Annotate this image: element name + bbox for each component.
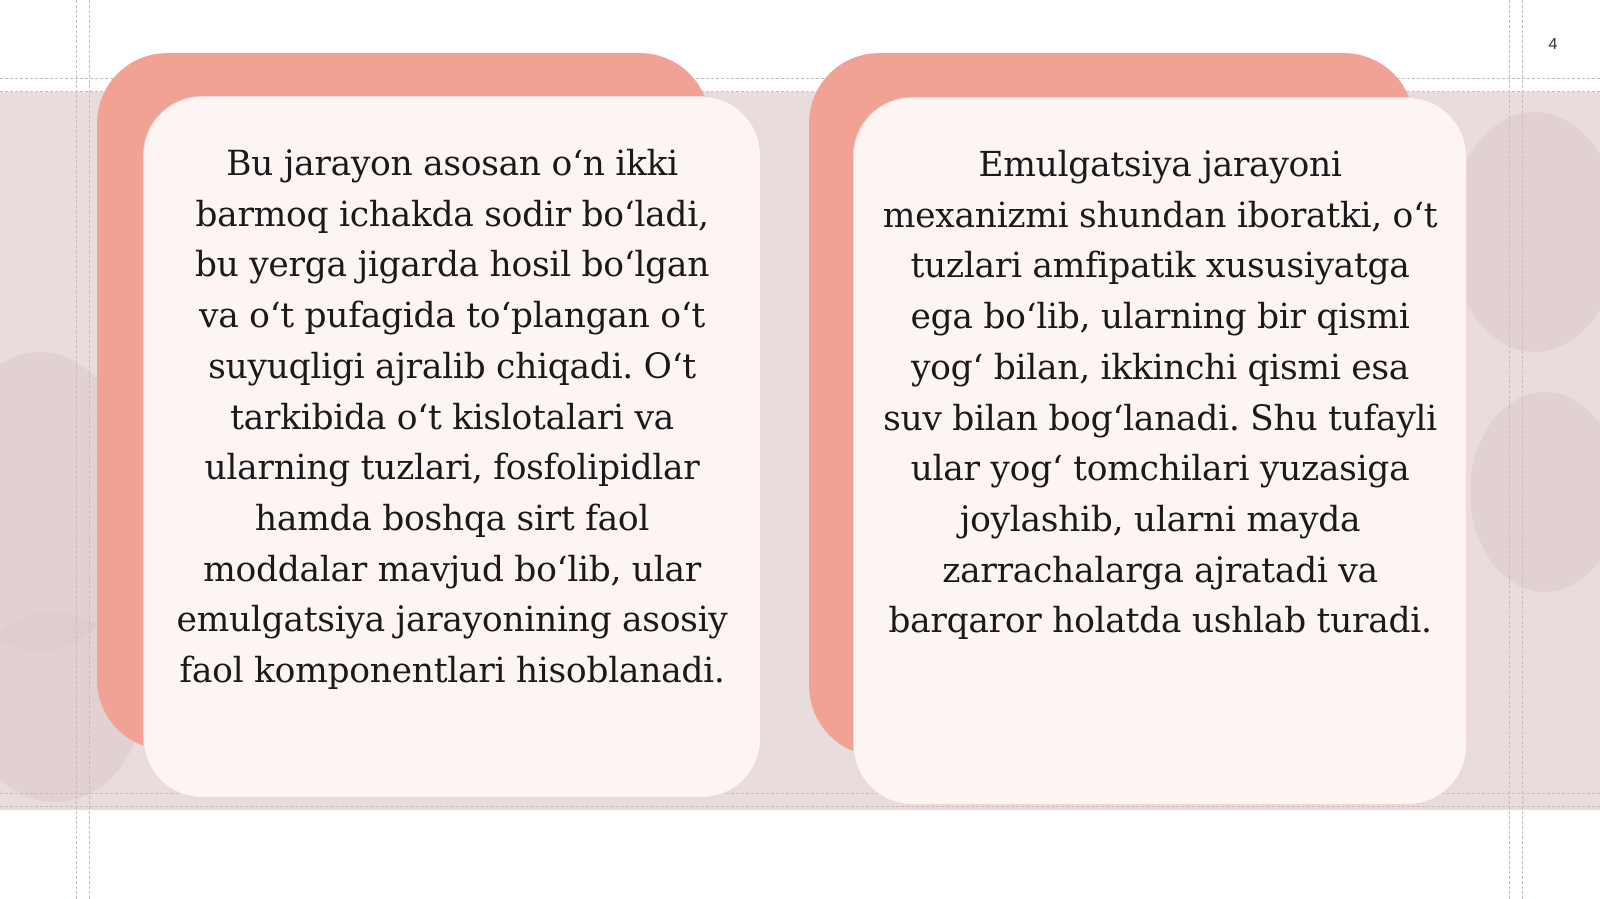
card-left-text: Bu jarayon asosan o‘n ikki barmoq ichakda sodir bo‘ladi, bu yerga jigarda hosil bo‘lgan va o‘t pufagida to‘plangan o‘t suyuqligi ajralib chiqadi. O‘t tarkibida o‘t kislotalari va ularning tuzlari, fosfolipidlar hamda boshqa sirt faol moddalar mavjud bo‘lib, ular emulgatsiya jarayonining asosiy faol komponentlari hisoblanadi.: [176, 144, 728, 692]
floral-decoration-right-lower: [1470, 392, 1600, 592]
page-number: 4: [1548, 36, 1558, 53]
guide-line-left-inner: [89, 0, 90, 899]
text-card-right: [854, 98, 1466, 804]
card-right-text: Emulgatsiya jarayoni mexanizmi shundan iboratki, o‘t tuzlari amfipatik xususiyatga ega bo‘lib, ularning bir qismi yog‘ bilan, ikkinchi qismi esa suv bilan bog‘lanadi. Shu tufayli ular yog‘ tomchilari yuzasiga joylashib, ularni mayda zarrachalarga ajratadi va barqaror holatda ushlab turadi.: [882, 145, 1438, 642]
text-card-left: [144, 97, 760, 797]
guide-line-left-outer: [76, 0, 77, 899]
guide-line-right-outer: [1522, 0, 1523, 899]
guide-line-bottom-outer: [0, 806, 1600, 807]
guide-line-right-inner: [1509, 0, 1510, 899]
floral-decoration-right: [1450, 112, 1600, 352]
